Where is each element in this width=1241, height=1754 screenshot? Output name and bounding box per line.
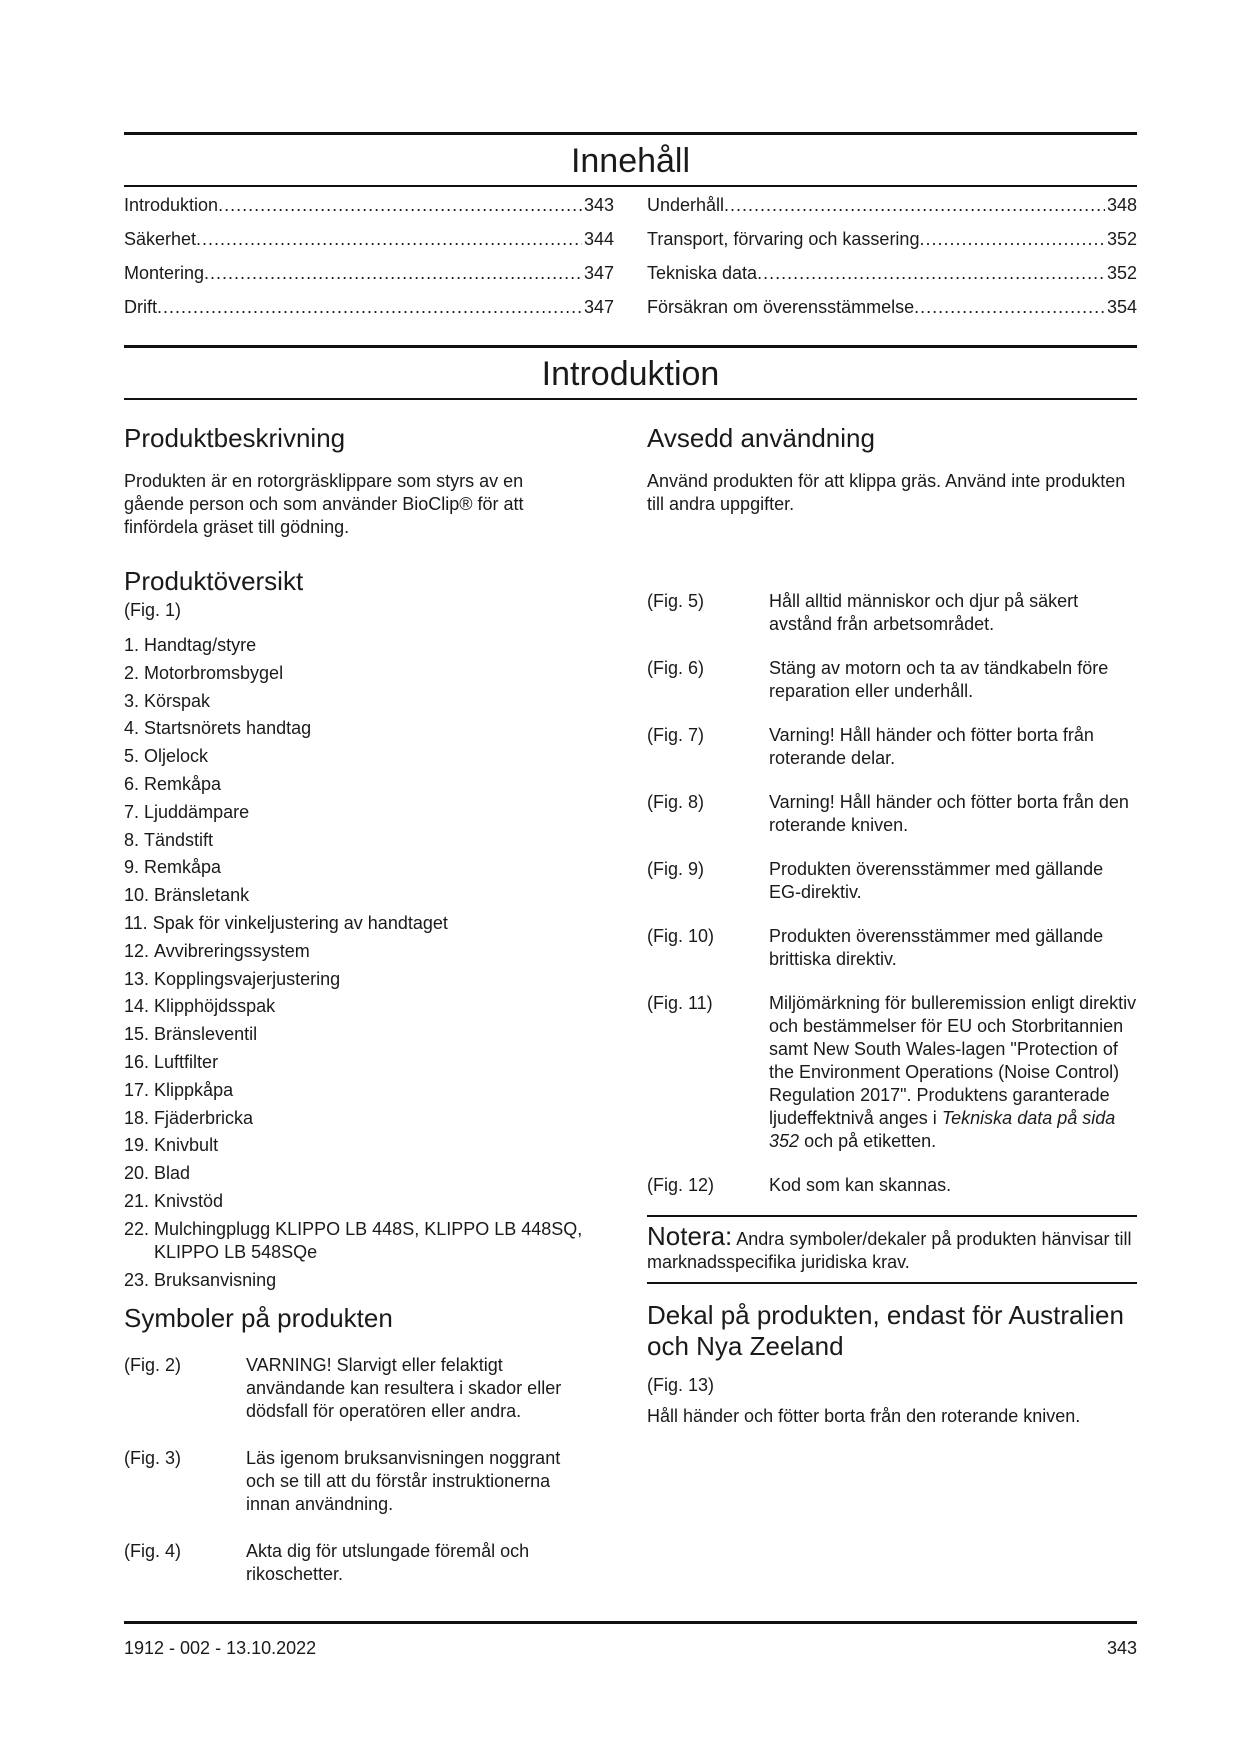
list-item — [124, 773, 584, 796]
product-overview-heading: Produktöversikt — [124, 566, 304, 596]
document-id: 1912 - 002 - 13.10.2022 — [124, 1638, 317, 1658]
list-item-text: Bränsletank — [154, 885, 250, 906]
list-item — [124, 995, 584, 1018]
symbol-fig-ref: (Fig. 2) — [124, 1354, 182, 1375]
symbol-fig-ref: (Fig. 4) — [124, 1540, 182, 1561]
left-column — [124, 400, 584, 1586]
symbol-description: Akta dig för utslungade föremål och rikoschetter. — [246, 1540, 530, 1584]
list-item-text: Motorbromsbygel — [144, 662, 284, 683]
toc-entry-label: Tekniska data — [647, 263, 758, 283]
list-item-text: Mulchingplugg KLIPPO LB 448S, KLIPPO LB 448SQ, KLIPPO LB 548SQe — [154, 1218, 583, 1262]
symbol-fig-ref: (Fig. 11) — [647, 993, 713, 1013]
note-label: Notera: — [647, 1221, 733, 1251]
list-item — [124, 1218, 584, 1264]
toc-leader — [919, 229, 1105, 250]
list-item — [124, 717, 584, 740]
toc-leader — [204, 263, 582, 284]
symbol-row — [647, 858, 1137, 904]
symbol-fig-ref: (Fig. 9) — [647, 859, 705, 879]
symbol-row — [647, 925, 1137, 971]
list-item-number: 1. — [124, 635, 140, 655]
list-item-number: 19. — [124, 1135, 150, 1156]
list-item-text: Remkåpa — [144, 857, 222, 878]
toc-leader — [724, 195, 1105, 216]
list-item-number: 4. — [124, 718, 140, 739]
right-column — [647, 400, 1137, 1586]
toc-entry-page: 343 — [583, 195, 614, 215]
toc-entry[interactable] — [647, 297, 1137, 331]
list-item-text: Klippkåpa — [154, 1079, 234, 1100]
intro-columns — [124, 400, 1137, 1586]
symbol-row — [647, 992, 1137, 1153]
symbol-fig-ref: (Fig. 3) — [124, 1447, 182, 1468]
symbol-description: VARNING! Slarvigt eller felaktigt användande kan resultera i skador eller dödsfall för operatören eller andra. — [246, 1354, 562, 1421]
symbol-row — [124, 1447, 584, 1516]
list-item — [124, 745, 584, 768]
toc-entry-page: 344 — [583, 229, 614, 249]
page-content — [124, 132, 1137, 1586]
symbol-description: Läs igenom bruksanvisningen noggrant och se till att du förstår instruktionerna innan användning. — [246, 1447, 561, 1514]
toc-left-column — [124, 195, 614, 331]
symbol-description — [769, 992, 1137, 1153]
list-item-number: 2. — [124, 662, 140, 683]
right-symbols-list — [647, 590, 1137, 1197]
list-item-text: Knivbult — [154, 1135, 219, 1156]
list-item — [124, 801, 584, 824]
toc-entry-label: Montering — [124, 263, 205, 283]
symbols-heading: Symboler på produkten — [124, 1302, 393, 1333]
decal-fig-ref: (Fig. 13) — [647, 1375, 715, 1395]
symbol-row — [647, 1174, 1137, 1197]
technical-data-link[interactable]: Tekniska data på sida 352 — [769, 1108, 1116, 1151]
toc-leader — [196, 229, 582, 250]
list-item — [124, 912, 584, 935]
list-item — [124, 1162, 584, 1185]
table-of-contents — [124, 187, 1137, 345]
symbol-description: Kod som kan skannas. — [769, 1175, 952, 1195]
list-item-text: Ljuddämpare — [144, 801, 250, 822]
toc-entry-label: Introduktion — [124, 195, 219, 215]
list-item-number: 20. — [124, 1163, 150, 1184]
list-item — [124, 634, 584, 657]
list-item-number: 12. — [124, 940, 150, 961]
page-number: 343 — [1106, 1638, 1137, 1658]
symbol-description: Håll alltid människor och djur på säkert avstånd från arbetsområdet. — [769, 591, 1079, 634]
list-item — [124, 1269, 584, 1292]
list-item-text: Kopplingsvajerjustering — [154, 968, 341, 989]
toc-entry[interactable] — [647, 229, 1137, 263]
toc-entry-page: 348 — [1106, 195, 1137, 215]
symbol-fig-ref: (Fig. 8) — [647, 792, 705, 812]
symbol-row — [124, 1354, 584, 1423]
overview-fig-ref: (Fig. 1) — [124, 600, 182, 620]
list-item — [124, 1190, 584, 1213]
toc-entry-page: 347 — [583, 263, 614, 283]
toc-entry-label: Säkerhet — [124, 229, 197, 249]
list-item — [124, 940, 584, 963]
list-item — [124, 856, 584, 879]
list-item-number: 7. — [124, 801, 140, 822]
list-item-text: Luftfilter — [154, 1051, 219, 1072]
list-item-number: 17. — [124, 1079, 150, 1100]
list-item-number: 23. — [124, 1269, 150, 1290]
decal-heading: Dekal på produkten, endast för Australien och Nya Zeeland — [647, 1300, 1124, 1361]
list-item-number: 13. — [124, 968, 150, 989]
list-item-number: 15. — [124, 1024, 150, 1045]
list-item — [124, 968, 584, 991]
list-item-number: 9. — [124, 857, 140, 878]
product-description-text: Produkten är en rotorgräsklippare som styrs av en gående person och som använder BioClip® för att finfördela gräset till gödning. — [124, 471, 524, 537]
list-item-number: 14. — [124, 996, 150, 1017]
symbols-list — [124, 1354, 584, 1586]
toc-entry[interactable] — [124, 297, 614, 331]
symbol-fig-ref: (Fig. 10) — [647, 926, 715, 946]
list-item-text: Oljelock — [144, 746, 209, 767]
list-item — [124, 1051, 584, 1074]
list-item-number: 18. — [124, 1107, 150, 1128]
toc-entry[interactable] — [124, 195, 614, 229]
toc-entry[interactable] — [124, 263, 614, 297]
symbol-row — [647, 791, 1137, 837]
toc-right-column — [647, 195, 1137, 331]
fig11-text-end: och på etiketten. — [804, 1131, 937, 1151]
list-item-text: Startsnörets handtag — [144, 718, 312, 739]
toc-leader — [914, 297, 1105, 318]
fig11-text: Miljömärkning för bulleremission enligt direktiv och bestämmelser för EU och Storbritannien samt New South Wales-lagen "Protection of the Environment Operations (Noise Control) Regulation 2017". Produktens garanterade ljudeffektnivå anges i — [769, 993, 1137, 1128]
toc-leader — [157, 297, 582, 318]
symbol-description: Produkten överensstämmer med gällande EG-direktiv. — [769, 859, 1104, 902]
toc-entry-page: 347 — [583, 297, 614, 317]
symbol-fig-ref: (Fig. 6) — [647, 658, 705, 678]
symbol-fig-ref: (Fig. 7) — [647, 725, 705, 745]
list-item-text: Remkåpa — [144, 773, 222, 794]
list-item-text: Bruksanvisning — [154, 1269, 277, 1290]
list-item — [124, 1023, 584, 1046]
list-item-text: Blad — [154, 1163, 191, 1184]
list-item — [124, 884, 584, 907]
list-item-number: 11. — [124, 912, 148, 933]
list-item-number: 6. — [124, 773, 140, 794]
list-item — [124, 1107, 584, 1130]
list-item-text: Knivstöd — [154, 1190, 224, 1211]
toc-entry-label: Försäkran om överensstämmelse — [647, 297, 915, 317]
product-overview-list — [124, 634, 584, 1292]
toc-entry-page: 352 — [1106, 229, 1137, 249]
list-item-number: 8. — [124, 829, 140, 850]
intro-title: Introduktion — [541, 355, 720, 393]
intended-use-text: Använd produkten för att klippa gräs. Använd inte produkten till andra uppgifter. — [647, 471, 1126, 514]
contents-title: Innehåll — [570, 142, 691, 180]
symbol-fig-ref: (Fig. 5) — [647, 591, 705, 611]
list-item — [124, 1079, 584, 1102]
symbol-description: Stäng av motorn och ta av tändkabeln före reparation eller underhåll. — [769, 658, 1109, 701]
symbol-row — [124, 1540, 584, 1586]
list-item-text: Spak för vinkeljustering av handtaget — [152, 912, 448, 933]
list-item-text: Avvibreringssystem — [154, 940, 310, 961]
intended-use-heading: Avsedd användning — [647, 423, 875, 453]
list-item — [124, 690, 584, 713]
list-item-text: Fjäderbricka — [154, 1107, 254, 1128]
decal-text: Håll händer och fötter borta från den roterande kniven. — [647, 1406, 1081, 1426]
symbol-fig-ref: (Fig. 12) — [647, 1175, 715, 1195]
list-item-text: Tändstift — [144, 829, 214, 850]
toc-entry[interactable] — [647, 195, 1137, 229]
toc-entry[interactable] — [124, 229, 614, 263]
list-item-text: Klipphöjdsspak — [154, 996, 276, 1017]
note-box — [647, 1215, 1137, 1284]
list-item — [124, 829, 584, 852]
list-item — [124, 662, 584, 685]
list-item-number: 16. — [124, 1051, 150, 1072]
list-item-number: 22. — [124, 1218, 150, 1239]
toc-entry-label: Drift — [124, 297, 157, 317]
symbol-row — [647, 590, 1137, 636]
list-item-text: Körspak — [144, 690, 211, 711]
toc-entry[interactable] — [647, 263, 1137, 297]
list-item — [124, 1134, 584, 1157]
toc-entry-label: Transport, förvaring och kassering — [647, 229, 920, 249]
note-text: Andra symboler/dekaler på produkten hänvisar till marknadsspecifika juridiska krav. — [647, 1229, 1132, 1272]
footer-row — [124, 1624, 1137, 1659]
symbol-row — [647, 724, 1137, 770]
symbol-description: Produkten överensstämmer med gällande brittiska direktiv. — [769, 926, 1104, 969]
symbol-description: Varning! Håll händer och fötter borta från roterande delar. — [769, 725, 1094, 768]
list-item-number: 5. — [124, 746, 140, 767]
symbol-description: Varning! Håll händer och fötter borta från den roterande kniven. — [769, 792, 1129, 835]
toc-entry-label: Underhåll — [647, 195, 725, 215]
list-item-number: 21. — [124, 1190, 150, 1211]
toc-entry-page: 352 — [1106, 263, 1137, 283]
list-item-text: Bränsleventil — [154, 1024, 258, 1045]
list-item-number: 3. — [124, 690, 140, 711]
page-footer — [124, 1621, 1137, 1659]
symbol-row — [647, 657, 1137, 703]
toc-entry-page: 354 — [1106, 297, 1137, 317]
product-description-heading: Produktbeskrivning — [124, 423, 346, 453]
toc-leader — [757, 263, 1105, 284]
list-item-number: 10. — [124, 885, 150, 906]
toc-leader — [218, 195, 582, 216]
list-item-text: Handtag/styre — [144, 635, 257, 655]
